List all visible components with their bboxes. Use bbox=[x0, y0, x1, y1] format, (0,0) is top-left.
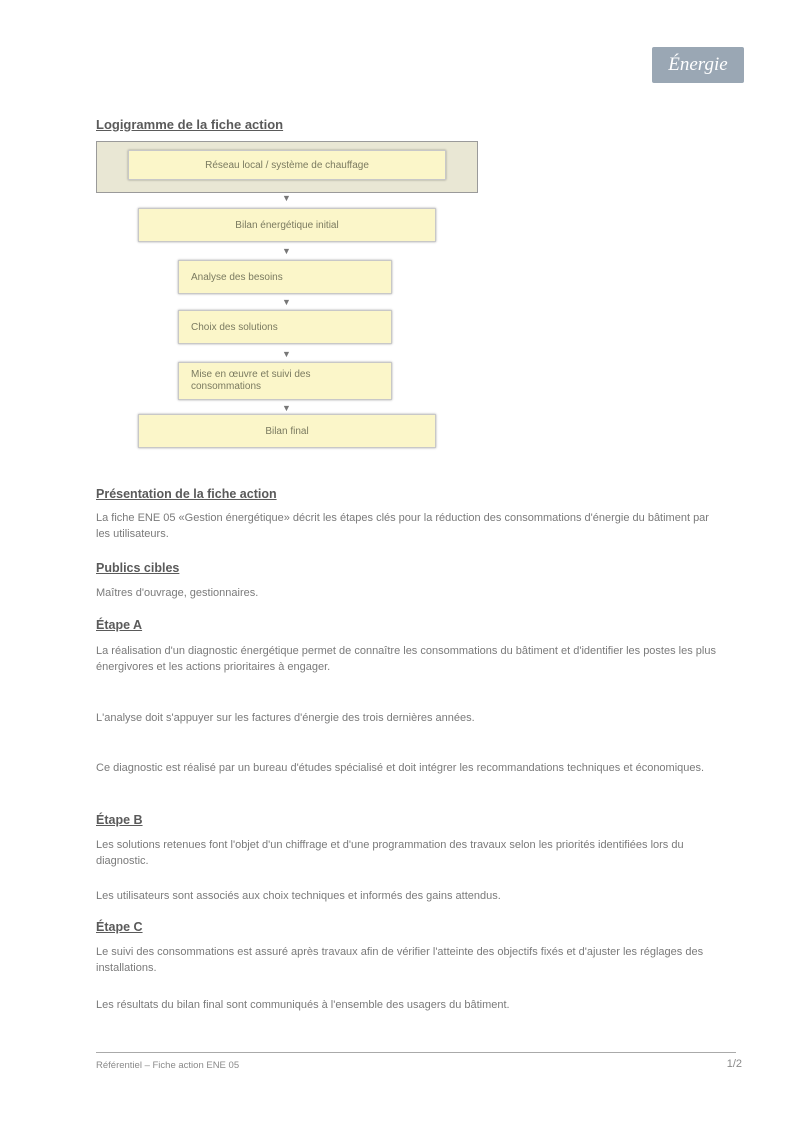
category-badge: Énergie bbox=[652, 47, 744, 83]
flow-arrow-3: ▼ bbox=[282, 297, 291, 307]
section-heading-step-c: Étape C bbox=[96, 920, 143, 934]
section-paragraph: Le suivi des consommations est assuré après travaux afin de vérifier l'atteinte des objectifs fixés et d'ajuster les réglages des installations. bbox=[96, 946, 704, 974]
flow-step-1: Réseau local / système de chauffage bbox=[128, 150, 446, 180]
section-heading-presentation: Présentation de la fiche action bbox=[96, 487, 277, 501]
flow-arrow-1: ▼ bbox=[282, 193, 291, 203]
flow-arrow-4: ▼ bbox=[282, 349, 291, 359]
flow-step-4: Choix des solutions bbox=[178, 310, 392, 344]
section-paragraph: La fiche ENE 05 «Gestion énergétique» décrit les étapes clés pour la réduction des consommations d'énergie du bâtiment par les utilisateurs. bbox=[96, 512, 709, 540]
section-heading-step-a: Étape A bbox=[96, 618, 143, 632]
footer-reference: Référentiel – Fiche action ENE 05 bbox=[96, 1060, 240, 1071]
section-paragraph: Les résultats du bilan final sont communiqués à l'ensemble des usagers du bâtiment. bbox=[96, 999, 510, 1011]
page-number: 1/2 bbox=[726, 1058, 742, 1070]
diagram-title: Logigramme de la fiche action bbox=[96, 117, 284, 132]
footer-divider bbox=[96, 1052, 736, 1053]
flow-step-5: Mise en œuvre et suivi des consommations bbox=[178, 362, 392, 400]
section-paragraph: L'analyse doit s'appuyer sur les factures d'énergie des trois dernières années. bbox=[96, 712, 475, 724]
section-paragraph: Les solutions retenues font l'objet d'un chiffrage et d'une programmation des travaux selon les priorités identifiées lors du diagnostic. bbox=[96, 839, 684, 867]
section-paragraph: Les utilisateurs sont associés aux choix techniques et informés des gains attendus. bbox=[96, 890, 501, 902]
section-paragraph: Maîtres d'ouvrage, gestionnaires. bbox=[96, 587, 259, 599]
flow-step-6: Bilan final bbox=[138, 414, 436, 448]
section-paragraph: Ce diagnostic est réalisé par un bureau d'études spécialisé et doit intégrer les recommandations techniques et économiques. bbox=[96, 762, 705, 774]
flow-arrow-2: ▼ bbox=[282, 246, 291, 256]
flow-arrow-5: ▼ bbox=[282, 403, 291, 413]
section-heading-publics: Publics cibles bbox=[96, 561, 180, 575]
flow-step-3: Analyse des besoins bbox=[178, 260, 392, 294]
section-paragraph: La réalisation d'un diagnostic énergétique permet de connaître les consommations du bâtiment et d'identifier les postes les plus énergivores et les actions prioritaires à engager. bbox=[96, 645, 716, 673]
flow-step-2: Bilan énergétique initial bbox=[138, 208, 436, 242]
section-heading-step-b: Étape B bbox=[96, 813, 143, 827]
